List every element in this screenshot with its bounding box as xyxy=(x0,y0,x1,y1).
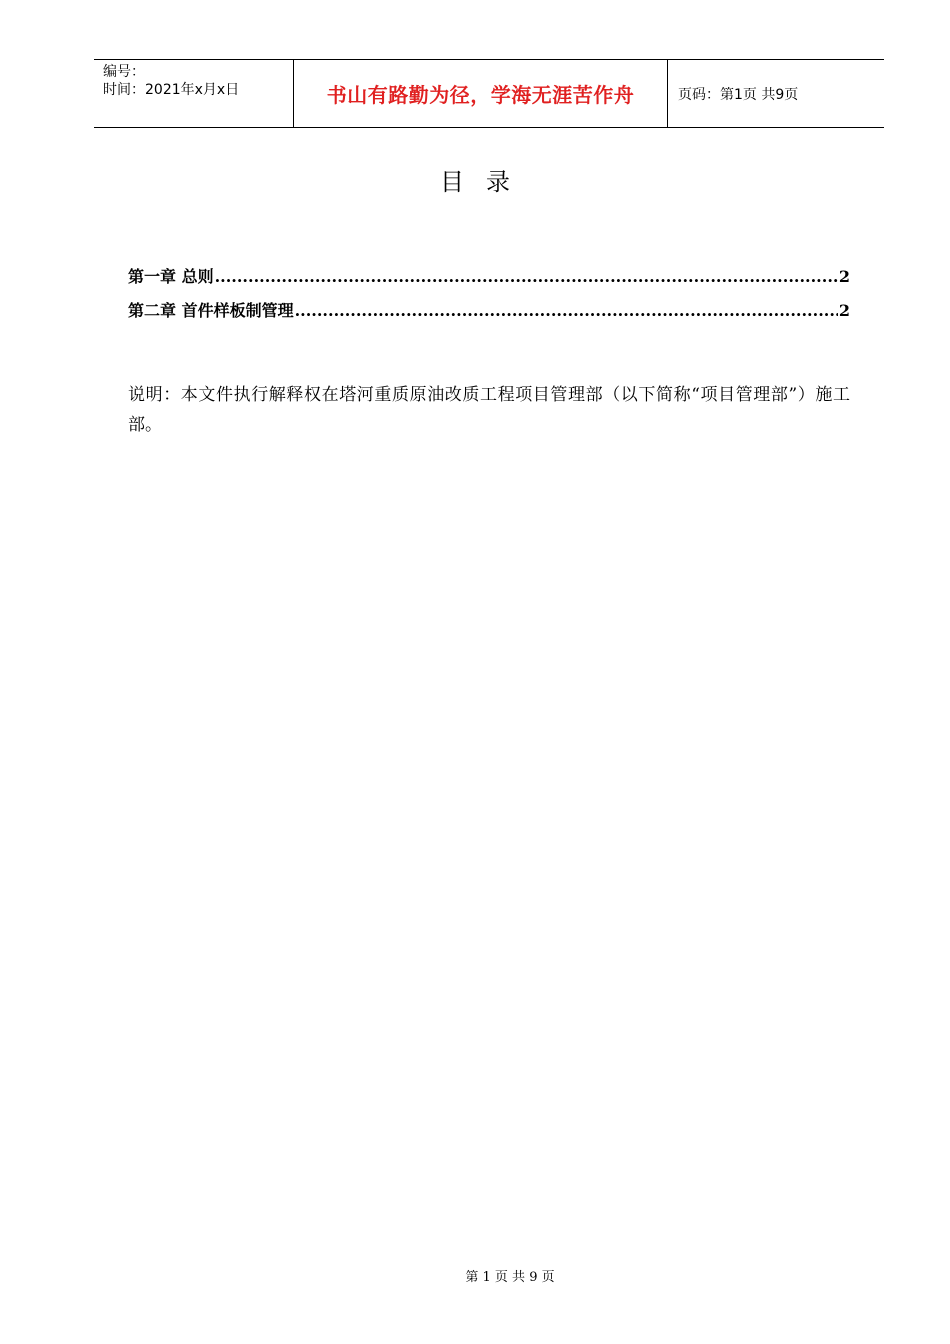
page-footer: 第 1 页 共 9 页 xyxy=(465,1270,555,1285)
table-of-contents xyxy=(128,264,850,332)
header-meta xyxy=(94,60,294,127)
toc-leader-dots xyxy=(295,301,838,320)
toc-entry-page: 2 xyxy=(838,267,850,286)
toc-entry-page: 2 xyxy=(838,301,850,320)
explanation-note: 说明：本文件执行解释权在塔河重质原油改质工程项目管理部（以下简称“项目管理部”）施工部。 xyxy=(128,385,850,435)
header-motto: 书山有路勤为径，学海无涯苦作舟 xyxy=(294,60,668,127)
toc-entry[interactable] xyxy=(128,264,850,298)
toc-entry-label: 第二章 首件样板制管理 xyxy=(128,301,294,320)
document-header xyxy=(94,59,884,128)
toc-entry-label: 第一章 总则 xyxy=(128,267,214,286)
toc-entry[interactable] xyxy=(128,298,850,332)
document-time-label: 时间：2021年x月x日 xyxy=(103,82,240,98)
toc-title: 目录 xyxy=(440,168,532,196)
header-page-info: 页码：第1页 共9页 xyxy=(678,86,799,103)
document-number-label: 编号： xyxy=(103,64,145,80)
toc-leader-dots xyxy=(215,267,838,286)
